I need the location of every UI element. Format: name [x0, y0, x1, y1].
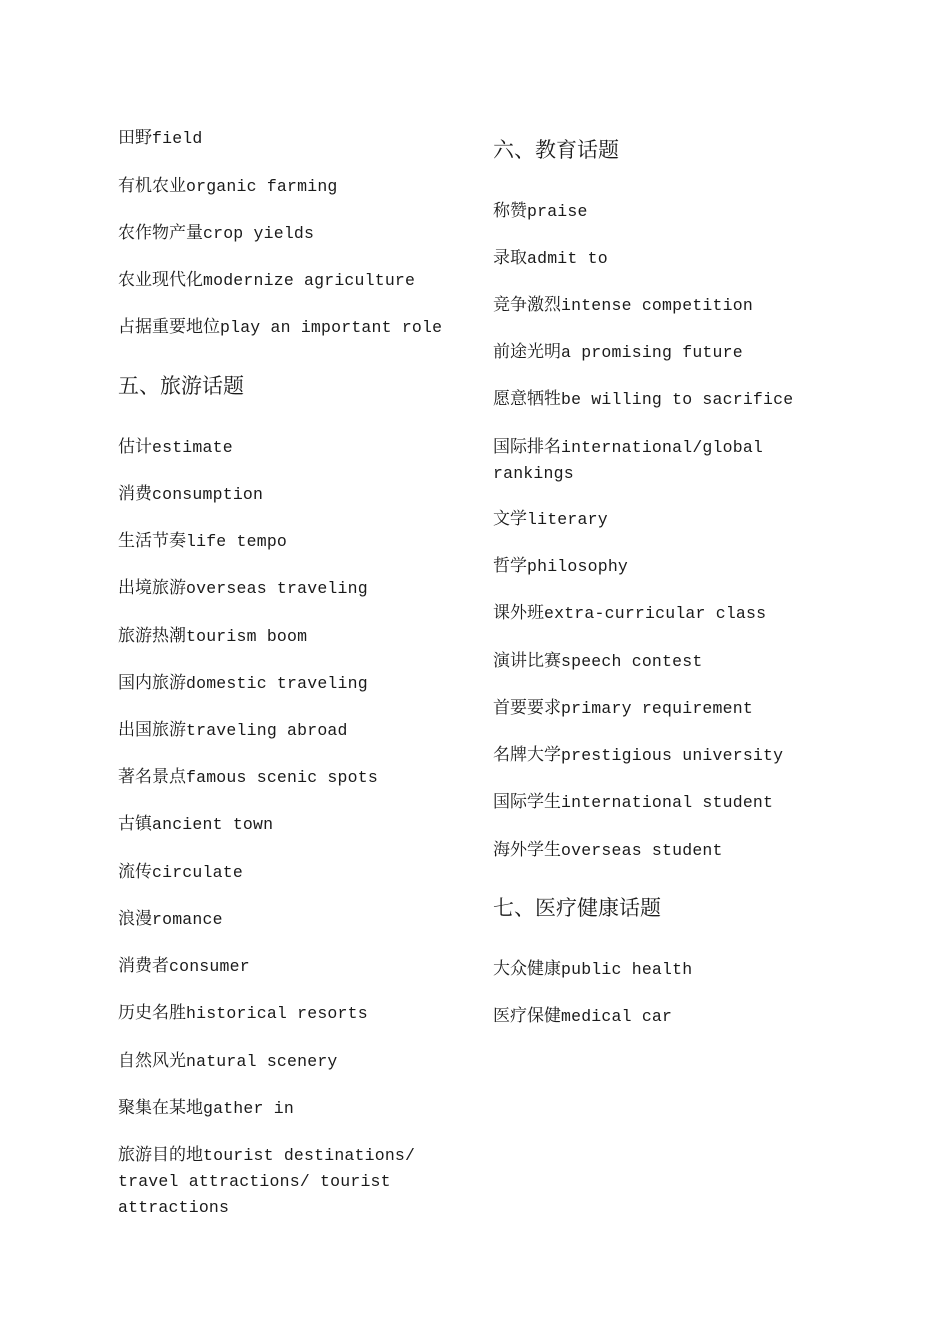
vocab-entry: [118, 1048, 463, 1074]
entry-english: public health: [561, 960, 693, 979]
entry-english: overseas student: [561, 841, 723, 860]
entry-english: intense competition: [561, 296, 753, 315]
vocab-entry: [118, 575, 463, 601]
vocab-entry: [118, 906, 463, 932]
vocab-entry: [493, 506, 823, 532]
entry-english: modernize agriculture: [203, 271, 416, 290]
vocab-entry: [118, 528, 463, 554]
entry-english: natural scenery: [186, 1052, 338, 1071]
entry-chinese: 著名景点: [118, 767, 186, 787]
entry-chinese: 出国旅游: [118, 720, 186, 740]
entry-chinese: 名牌大学: [493, 745, 561, 765]
entry-chinese: 旅游热潮: [118, 626, 186, 646]
entry-chinese: 占据重要地位: [118, 317, 220, 337]
entry-english: famous scenic spots: [186, 768, 378, 787]
entry-chinese: 消费: [118, 484, 152, 504]
entry-chinese: 古镇: [118, 814, 152, 834]
vocab-entry: [493, 553, 823, 579]
vocab-entry: [493, 648, 823, 674]
entry-english: philosophy: [527, 557, 629, 576]
entry-english: organic farming: [186, 177, 338, 196]
section-six-heading: 六、教育话题: [493, 138, 619, 162]
entry-chinese: 首要要求: [493, 698, 561, 718]
entry-english: play an important role: [220, 318, 443, 337]
entry-english: historical resorts: [186, 1004, 368, 1023]
vocab-entry: [118, 1000, 463, 1026]
vocab-entry: [493, 742, 823, 768]
vocab-entry: [118, 623, 463, 649]
entry-chinese: 海外学生: [493, 840, 561, 860]
vocab-entry: [493, 198, 823, 224]
entry-chinese: 浪漫: [118, 909, 152, 929]
entry-chinese: 田野: [118, 128, 152, 148]
entry-english: tourism boom: [186, 627, 308, 646]
vocab-entry: [493, 1003, 823, 1029]
entry-english: romance: [152, 910, 223, 929]
vocab-entry: [118, 481, 463, 507]
entry-english: literary: [527, 510, 608, 529]
vocab-entry: [493, 292, 823, 318]
entry-english: medical car: [561, 1007, 673, 1026]
vocab-entry: [118, 314, 463, 340]
entry-english: international student: [561, 793, 774, 812]
entry-chinese: 估计: [118, 437, 152, 457]
vocab-entry: [493, 695, 823, 721]
entry-chinese: 聚集在某地: [118, 1098, 203, 1118]
entry-chinese: 愿意牺牲: [493, 389, 561, 409]
entry-english: a promising future: [561, 343, 743, 362]
vocab-entry: [493, 789, 823, 815]
entry-english: consumption: [152, 485, 264, 504]
vocab-entry: [118, 717, 463, 743]
vocab-entry: [493, 339, 823, 365]
vocab-entry: [118, 859, 463, 885]
vocab-entry: [118, 267, 463, 293]
vocab-entry: [493, 434, 783, 486]
vocab-entry: [118, 220, 463, 246]
entry-chinese: 称赞: [493, 201, 527, 221]
entry-english: extra-curricular class: [544, 604, 767, 623]
entry-english: speech contest: [561, 652, 703, 671]
entry-chinese: 有机农业: [118, 176, 186, 196]
entry-english: primary requirement: [561, 699, 753, 718]
vocab-entry: [493, 245, 823, 271]
entry-english: overseas traveling: [186, 579, 368, 598]
vocab-entry: [118, 1142, 428, 1220]
vocab-entry: [493, 600, 823, 626]
entry-english: domestic traveling: [186, 674, 368, 693]
section-five-heading: 五、旅游话题: [118, 374, 244, 398]
entry-chinese: 竞争激烈: [493, 295, 561, 315]
vocab-entry: [118, 1095, 463, 1121]
entry-english: life tempo: [186, 532, 288, 551]
vocab-entry: [118, 811, 463, 837]
entry-english: traveling abroad: [186, 721, 348, 740]
entry-chinese: 国际排名: [493, 437, 561, 457]
entry-chinese: 农作物产量: [118, 223, 203, 243]
entry-english: be willing to sacrifice: [561, 390, 794, 409]
entry-chinese: 前途光明: [493, 342, 561, 362]
vocab-entry: [118, 764, 463, 790]
vocab-entry: [493, 386, 823, 412]
entry-chinese: 大众健康: [493, 959, 561, 979]
entry-english: prestigious university: [561, 746, 784, 765]
entry-english: international/global rankings: [493, 438, 764, 483]
entry-english: gather in: [203, 1099, 294, 1118]
entry-english: estimate: [152, 438, 233, 457]
entry-english: praise: [527, 202, 588, 221]
vocab-entry: [118, 434, 463, 460]
entry-chinese: 文学: [493, 509, 527, 529]
vocab-entry: [118, 670, 463, 696]
entry-english: ancient town: [152, 815, 274, 834]
entry-chinese: 历史名胜: [118, 1003, 186, 1023]
vocab-entry: [493, 837, 823, 863]
entry-english: tourist destinations/ travel attractions/ tourist attractions: [118, 1146, 416, 1217]
entry-english: admit to: [527, 249, 608, 268]
section-seven-heading: 七、医疗健康话题: [493, 896, 661, 920]
vocab-entry: [118, 173, 463, 199]
vocab-entry: [118, 953, 463, 979]
entry-chinese: 流传: [118, 862, 152, 882]
entry-english: consumer: [169, 957, 250, 976]
entry-chinese: 旅游目的地: [118, 1145, 203, 1165]
entry-chinese: 哲学: [493, 556, 527, 576]
entry-chinese: 演讲比赛: [493, 651, 561, 671]
entry-chinese: 自然风光: [118, 1051, 186, 1071]
entry-english: field: [152, 129, 203, 148]
entry-chinese: 农业现代化: [118, 270, 203, 290]
vocab-entry: [493, 956, 823, 982]
entry-english: crop yields: [203, 224, 315, 243]
vocab-entry: [118, 125, 463, 151]
entry-chinese: 出境旅游: [118, 578, 186, 598]
entry-chinese: 消费者: [118, 956, 169, 976]
entry-chinese: 录取: [493, 248, 527, 268]
entry-chinese: 生活节奏: [118, 531, 186, 551]
entry-english: circulate: [152, 863, 243, 882]
entry-chinese: 国际学生: [493, 792, 561, 812]
entry-chinese: 医疗保健: [493, 1006, 561, 1026]
entry-chinese: 国内旅游: [118, 673, 186, 693]
entry-chinese: 课外班: [493, 603, 544, 623]
